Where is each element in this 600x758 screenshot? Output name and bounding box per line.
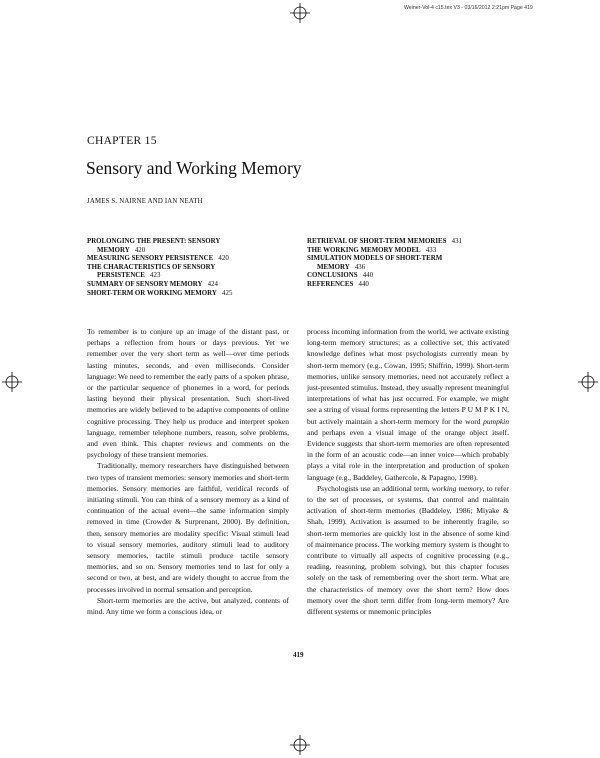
- toc-page-number: 420: [134, 246, 146, 254]
- toc-left: [87, 238, 232, 298]
- toc-right: [307, 238, 462, 290]
- toc-entry-continued[interactable]: MEMORY 436: [317, 263, 366, 271]
- toc-entry[interactable]: MEASURING SENSORY PERSISTENCE 420: [87, 255, 229, 263]
- toc-entry[interactable]: THE WORKING MEMORY MODEL 433: [307, 246, 437, 254]
- registration-mark-top: [290, 3, 310, 23]
- chapter-title: Sensory and Working Memory: [86, 158, 302, 178]
- body-column-right: [307, 326, 509, 617]
- chapter-authors: JAMES S. NAIRNE AND IAN NEATH: [87, 198, 203, 205]
- toc-page-number: 423: [150, 272, 161, 280]
- registration-mark-bottom: [290, 735, 310, 755]
- toc-entry[interactable]: SUMMARY OF SENSORY MEMORY 424: [87, 280, 218, 288]
- registration-mark-right: [578, 372, 598, 392]
- toc-page-number: 420: [218, 255, 229, 263]
- body-paragraph: To remember is to conjure up an image of the distant past, or perhaps a reflection from hours or days previous. Yet we remember over the very short term as well—over time periods lasting minutes, seconds, and even milliseconds. Consider language: We need to remember the early parts of a spoken phrase, or the particular sequence of phonemes in a word, for periods lasting beyond their physical presentation. Such short-lived memories are widely believed to be adaptive components of online cognitive processing. They help us produce and interpret spoken language, remember telephone numbers, reason, solve problems, and even think. This chapter reviews and comments on the psychology of these transient memories.: [87, 327, 289, 460]
- toc-entry[interactable]: SHORT-TERM OR WORKING MEMORY 425: [87, 289, 233, 297]
- toc-entry[interactable]: SIMULATION MODELS OF SHORT-TERM: [307, 255, 443, 263]
- toc-page-number: 433: [425, 246, 437, 254]
- toc-entry-continued[interactable]: MEMORY 420: [97, 246, 146, 254]
- body-paragraph: Psychologists use an additional term, working memory, to refer to the set of processes, or systems, that control and maintain activation of short-term memories (Baddeley, 1986; Miyake & Shah, 1999). Activation is assumed to be inherently fragile, so short-term memories are quickly lost in the absence of some kind of maintenance process. The working memory system is thought to contribute to virtually all aspects of cognitive processing (e.g., reading, reasoning, problem solving), but this chapter focuses solely on the task of remembering over the short term. What are the characteristics of memory over the short term? How does memory over the short term differ from long-term memory? Are different systems or mnemonic principles: [307, 483, 509, 617]
- toc-entry[interactable]: RETRIEVAL OF SHORT-TERM MEMORIES 431: [307, 238, 462, 245]
- body-paragraph: Traditionally, memory researchers have distinguished between two types of transient memories: sensory memories and short-term memories. Sensory memories are faithful, veridical records of initiating stimuli. You can think of a sensory memory as a kind of continuation of the actual event—the same information simply removed in time (Crowder & Surprenant, 2000). By definition, then, sensory memories are modality specific: Visual stimuli lead to visual sensory memories, auditory stimuli lead to auditory sensory memories, tactile stimuli produce tactile sensory memories, and so on. Sensory memories tend to last for only a second or two, at best, and are widely thought to accrue from the processes involved in normal sensation and perception.: [87, 461, 289, 594]
- toc-entry-continued[interactable]: PERSISTENCE 423: [97, 272, 161, 280]
- toc-entry[interactable]: THE CHARACTERISTICS OF SENSORY: [87, 263, 216, 271]
- toc-page-number: 431: [451, 238, 462, 245]
- toc-entry[interactable]: REFERENCES 440: [307, 280, 369, 288]
- registration-mark-left: [2, 372, 22, 392]
- body-column-left: [87, 326, 289, 617]
- toc-page-number: 440: [358, 280, 369, 288]
- emphasis: pumpkin: [483, 416, 509, 426]
- toc-page-number: 424: [207, 280, 218, 288]
- toc-entry[interactable]: CONCLUSIONS 440: [307, 272, 374, 280]
- toc-page-number: 425: [222, 289, 233, 297]
- toc-page-number: 436: [354, 263, 366, 271]
- toc-entry[interactable]: PROLONGING THE PRESENT: SENSORY: [87, 238, 221, 245]
- chapter-label: CHAPTER 15: [87, 135, 157, 147]
- page-number: 419: [293, 651, 304, 659]
- body-paragraph: process incoming information from the world, we activate existing long-term memory structures; as a collective set, this activated knowledge defines what most psychologists currently mean by short-term memory (e.g., Cowan, 1995; Shiffrin, 1999). Short-term memories, unlike sensory memories, need not accurately reflect a just-presented stimulus. Instead, they usually represent meaningful interpretations of what has just occurred. For example, we might see a string of visual forms representing the letters P U M P K I N, but actively maintain a short-term memory for the word pumpkin and perhaps even a visual image of the orange object itself. Evidence suggests that short-term memories are often represented in the form of an acoustic code—an inner voice—which probably plays a vital role in the interpretation and production of spoken language (e.g., Baddeley, Gathercole, & Papagno, 1998).: [307, 327, 509, 482]
- body-paragraph: Short-term memories are the active, but analyzed, contents of mind. Any time we form a conscious idea, or: [87, 595, 289, 617]
- toc-page-number: 440: [362, 272, 374, 280]
- running-header-info: Weiner-Vol-4 c15.tex V3 - 03/16/2012 2:21pm Page 419: [404, 5, 533, 11]
- emphasis: working memory: [431, 483, 483, 493]
